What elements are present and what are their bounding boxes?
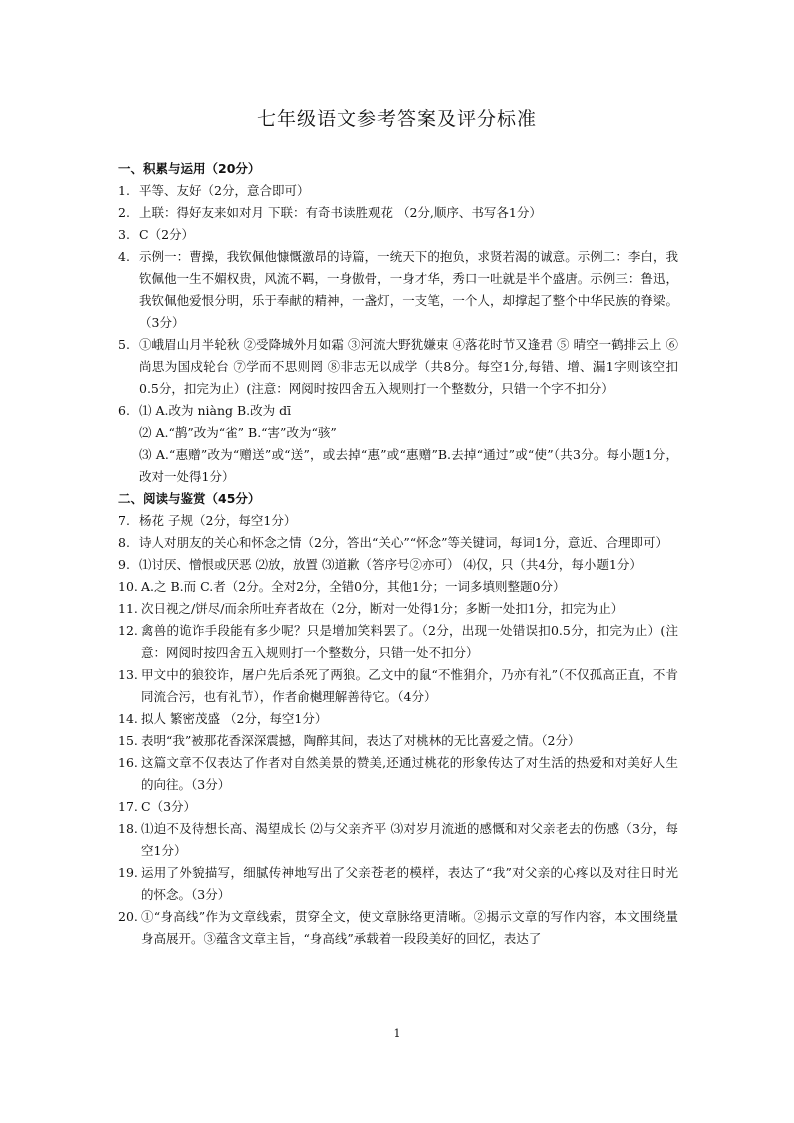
answer-item-19 bbox=[118, 862, 678, 906]
item-number: 2. bbox=[118, 205, 130, 220]
answer-item-8 bbox=[118, 532, 678, 554]
answer-item-4 bbox=[118, 246, 678, 334]
answer-item-6 bbox=[118, 400, 678, 422]
item-text: 次日视之/饼尽/而余所吐弃者故在（2分，断对一处得1分；多断一处扣1分，扣完为止） bbox=[141, 601, 624, 616]
item-number: 10. bbox=[118, 579, 138, 594]
answer-item-12 bbox=[118, 620, 678, 664]
item-number: 4. bbox=[118, 249, 130, 264]
item-text: 禽兽的诡诈手段能有多少呢？只是增加笑料罢了。（2分，出现一处错误扣0.5分，扣完为止）(注意：网阅时按四舍五入规则打一个整数分，只错一处不扣分） bbox=[141, 623, 678, 660]
item-number: 18. bbox=[118, 821, 138, 836]
item-text: C（3分） bbox=[141, 799, 197, 814]
section-heading-1: 一、积累与运用（20分） bbox=[118, 161, 261, 176]
answer-item-15 bbox=[118, 730, 678, 752]
item-number: 6. bbox=[118, 403, 130, 418]
item-text: A.之 B.而 C.者（2分。全对2分，全错0分，其他1分；一词多填则整题0分） bbox=[141, 579, 566, 594]
item-text: ⑴迫不及待想长高、渴望成长 ⑵与父亲齐平 ⑶对岁月流逝的感慨和对父亲老去的伤感（3分，每空1分） bbox=[141, 821, 678, 858]
item-number: 11. bbox=[118, 601, 138, 616]
item-number: 12. bbox=[118, 623, 138, 638]
item-number: 5. bbox=[118, 337, 130, 352]
item-text: 杨花 子规（2分，每空1分） bbox=[139, 513, 297, 528]
answer-key-content bbox=[118, 158, 678, 950]
answer-item-6-part-3: ⑶ A.“惠赠”改为“赠送”或“送”，或去掉“惠”或“惠赠”B.去掉“通过”或“使”（共3分。每小题1分，改对一处得1分） bbox=[139, 447, 678, 484]
answer-item-13 bbox=[118, 664, 678, 708]
item-number: 19. bbox=[118, 865, 138, 880]
item-number: 20. bbox=[118, 909, 138, 924]
answer-item-10 bbox=[118, 576, 678, 598]
answer-item-18 bbox=[118, 818, 678, 862]
item-text: 平等、友好（2分，意合即可） bbox=[139, 183, 310, 198]
answer-item-9 bbox=[118, 554, 678, 576]
item-number: 1. bbox=[118, 183, 130, 198]
item-number: 8. bbox=[118, 535, 130, 550]
item-text: 诗人对朋友的关心和怀念之情（2分，答出“关心”“怀念”等关键词，每词1分，意近、合理即可） bbox=[139, 535, 668, 550]
item-text: 示例一：曹操，我钦佩他慷慨激昂的诗篇，一统天下的抱负，求贤若渴的诚意。示例二：李白，我钦佩他一生不媚权贵，风流不羁，一身傲骨，一身才华，秀口一吐就是半个盛唐。示例三：鲁迅，我钦佩他爱恨分明，乐于奉献的精神，一盏灯，一支笔，一个人，却撑起了整个中华民族的脊梁。（3分） bbox=[139, 249, 678, 330]
item-text: 上联：得好友来如对月 下联：有奇书读胜观花 （2分,顺序、书写各1分） bbox=[139, 205, 542, 220]
item-number: 15. bbox=[118, 733, 138, 748]
item-text: C（2分） bbox=[139, 227, 195, 242]
item-number: 13. bbox=[118, 667, 138, 682]
document-title: 七年级语文参考答案及评分标准 bbox=[256, 108, 537, 130]
item-number: 3. bbox=[118, 227, 130, 242]
answer-item-5 bbox=[118, 334, 678, 400]
answer-item-17 bbox=[118, 796, 678, 818]
item-text: ①“身高线”作为文章线索，贯穿全文，使文章脉络更清晰。②揭示文章的写作内容，本文围绕量身高展开。③蕴含文章主旨，“身高线”承载着一段段美好的回忆，表达了 bbox=[141, 909, 678, 946]
page-number: 1 bbox=[393, 1027, 401, 1040]
item-text: 甲文中的狼狡诈，屠户先后杀死了两狼。乙文中的鼠“不惟狷介，乃亦有礼”（不仅孤高正直，不肯同流合污，也有礼节），作者俞樾理解善待它。（4分） bbox=[141, 667, 678, 704]
item-number: 9. bbox=[118, 557, 130, 572]
answer-item-11 bbox=[118, 598, 678, 620]
item-text: 拟人 繁密茂盛 （2分，每空1分） bbox=[141, 711, 328, 726]
item-text: 运用了外貌描写，细腻传神地写出了父亲苍老的模样，表达了“我”对父亲的心疼以及对往日时光的怀念。（3分） bbox=[141, 865, 678, 902]
answer-item-20 bbox=[118, 906, 678, 950]
item-text: ⑴ A.改为 niàng B.改为 dī bbox=[139, 403, 292, 418]
answer-item-16 bbox=[118, 752, 678, 796]
item-text: 表明“我”被那花香深深震撼，陶醉其间，表达了对桃林的无比喜爱之情。（2分） bbox=[141, 733, 581, 748]
answer-item-3 bbox=[118, 224, 678, 246]
answer-item-2 bbox=[118, 202, 678, 224]
answer-item-14 bbox=[118, 708, 678, 730]
item-number: 14. bbox=[118, 711, 138, 726]
item-text: ①峨眉山月半轮秋 ②受降城外月如霜 ③河流大野犹嫌束 ④落花时节又逢君 ⑤ 晴空一鹤排云上 ⑥尚思为国戍轮台 ⑦学而不思则罔 ⑧非志无以成学（共8分。每空1分,每错、增、漏1字则该空扣0.5分，扣完为止）(注意：网阅时按四舍五入规则打一个整数分，只错一个字不扣分） bbox=[139, 337, 678, 396]
answer-item-1 bbox=[118, 180, 678, 202]
item-number: 17. bbox=[118, 799, 138, 814]
answer-item-6-part-2: ⑵ A.“鹊”改为“雀” B.“害”改为“骇” bbox=[139, 425, 337, 440]
item-text: 这篇文章不仅表达了作者对自然美景的赞美,还通过桃花的形象传达了对生活的热爱和对美好人生的向往。（3分） bbox=[141, 755, 678, 792]
answer-item-7 bbox=[118, 510, 678, 532]
section-heading-2: 二、阅读与鉴赏（45分） bbox=[118, 491, 261, 506]
item-text: ⑴讨厌、憎恨或厌恶 ⑵放，放置 ⑶道歉（答序号②亦可） ⑷仅，只（共4分，每小题1分） bbox=[139, 557, 642, 572]
item-number: 7. bbox=[118, 513, 130, 528]
item-number: 16. bbox=[118, 755, 138, 770]
